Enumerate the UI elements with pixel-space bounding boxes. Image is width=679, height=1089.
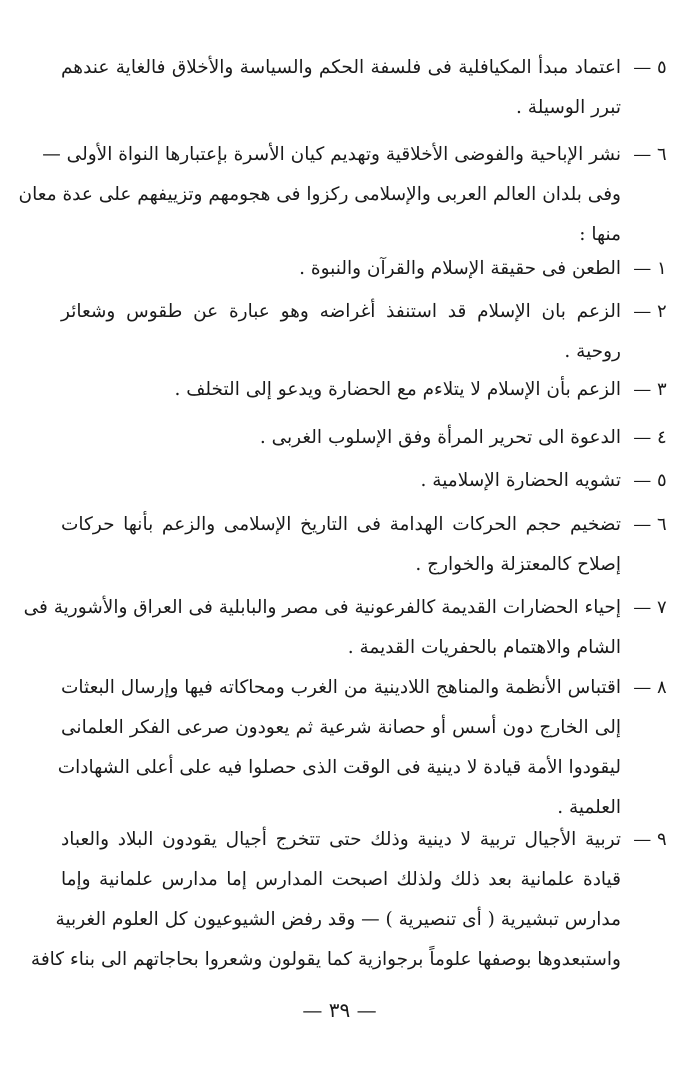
item-text: تبرر الوسيلة . xyxy=(516,97,621,118)
item-number: ٥ — xyxy=(633,470,667,491)
sub-item-8 xyxy=(57,668,667,828)
text-line xyxy=(61,545,621,585)
item-text: الطعن فى حقيقة الإسلام والقرآن والنبوة . xyxy=(299,258,621,279)
item-text: تشويه الحضارة الإسلامية . xyxy=(420,470,621,491)
item-number: ٦ — xyxy=(633,514,667,535)
item-number: ٩ — xyxy=(633,829,667,850)
item-number: ٨ — xyxy=(633,677,667,698)
text-line xyxy=(30,940,621,980)
item-text: ليقودوا الأمة قيادة لا دينية فى الوقت الذى حصلوا فيه على أعلى الشهادات xyxy=(57,757,621,778)
list-item-5 xyxy=(61,48,667,128)
sub-item-9 xyxy=(30,820,667,980)
text-line xyxy=(61,505,667,545)
item-text: تضخيم حجم الحركات الهدامة فى التاريخ الإسلامى والزعم بأنها حركات xyxy=(61,514,621,535)
item-text: إصلاح كالمعتزلة والخوارج . xyxy=(415,554,621,575)
item-text: منها : xyxy=(579,224,621,245)
item-text: واستبعدوها بوصفها علوماً برجوازية كما يقولون وشعروا بحاجاتهم الى بناء كافة xyxy=(30,949,621,970)
text-line xyxy=(61,860,621,900)
text-line xyxy=(61,370,667,410)
text-line xyxy=(61,461,667,501)
sub-item-5 xyxy=(61,461,667,501)
text-line xyxy=(42,135,667,175)
item-number: ٢ — xyxy=(633,301,667,322)
item-number: ٣ — xyxy=(633,379,667,400)
text-line xyxy=(61,628,621,668)
sub-item-6 xyxy=(61,505,667,585)
text-line xyxy=(61,88,621,128)
text-line xyxy=(61,48,667,88)
sub-item-2 xyxy=(61,292,667,372)
text-line xyxy=(57,748,621,788)
item-text: إحياء الحضارات القديمة كالفرعونية فى مصر والبابلية فى العراق والأشورية فى xyxy=(23,597,621,618)
page-number: — ٣٩ — xyxy=(302,998,377,1022)
item-text: الدعوة الى تحرير المرأة وفق الإسلوب الغربى . xyxy=(259,427,621,448)
item-number: ٥ — xyxy=(633,57,667,78)
sub-item-1 xyxy=(61,249,667,289)
item-text: مدارس تبشيرية ( أى تنصيرية ) — وقد رفض الشيوعيون كل العلوم الغربية xyxy=(55,909,621,930)
item-text: تربية الأجيال تربية لا دينية وذلك حتى تتخرج أجيال يقودون البلاد والعباد xyxy=(61,829,621,850)
item-text: الزعم بأن الإسلام لا يتلاءم مع الحضارة ويدعو إلى التخلف . xyxy=(174,379,621,400)
text-line xyxy=(61,668,667,708)
sub-item-4 xyxy=(61,418,667,458)
item-number: ٦ — xyxy=(633,144,667,165)
sub-item-3 xyxy=(61,370,667,410)
item-number: ١ — xyxy=(633,258,667,279)
item-text: وفى بلدان العالم العربى والإسلامى ركزوا فى هجومهم وتزييفهم على عدة معان xyxy=(18,184,621,205)
item-text: الشام والاهتمام بالحفريات القديمة . xyxy=(347,637,621,658)
text-line xyxy=(18,175,621,215)
item-text: اقتباس الأنظمة والمناهج اللادينية من الغرب ومحاكاته فيها وإرسال البعثات xyxy=(61,677,621,698)
text-line xyxy=(61,820,667,860)
sub-item-7 xyxy=(23,588,667,668)
item-text: الزعم بان الإسلام قد استنفذ أغراضه وهو عبارة عن طقوس وشعائر xyxy=(61,301,621,322)
text-line xyxy=(55,900,621,940)
item-text: قيادة علمانية بعد ذلك ولذلك اصبحت المدارس إما مدارس علمانية وإما xyxy=(61,869,621,890)
item-number: ٤ — xyxy=(633,427,667,448)
text-line xyxy=(61,249,667,289)
item-text: اعتماد مبدأ المكيافلية فى فلسفة الحكم والسياسة والأخلاق فالغاية عندهم xyxy=(61,57,621,78)
text-line xyxy=(61,418,667,458)
item-number: ٧ — xyxy=(633,597,667,618)
list-item-6 xyxy=(18,135,667,255)
text-line xyxy=(61,292,667,332)
item-text: إلى الخارج دون أسس أو حصانة شرعية ثم يعودون صرعى الفكر العلمانى xyxy=(61,717,621,738)
text-line xyxy=(23,588,667,628)
item-text: روحية . xyxy=(564,341,621,362)
text-line xyxy=(61,708,621,748)
text-line xyxy=(61,332,621,372)
item-text: نشر الإباحية والفوضى الأخلاقية وتهديم كيان الأسرة بإعتبارها النواة الأولى — xyxy=(42,144,621,165)
item-text: العلمية . xyxy=(557,797,621,818)
